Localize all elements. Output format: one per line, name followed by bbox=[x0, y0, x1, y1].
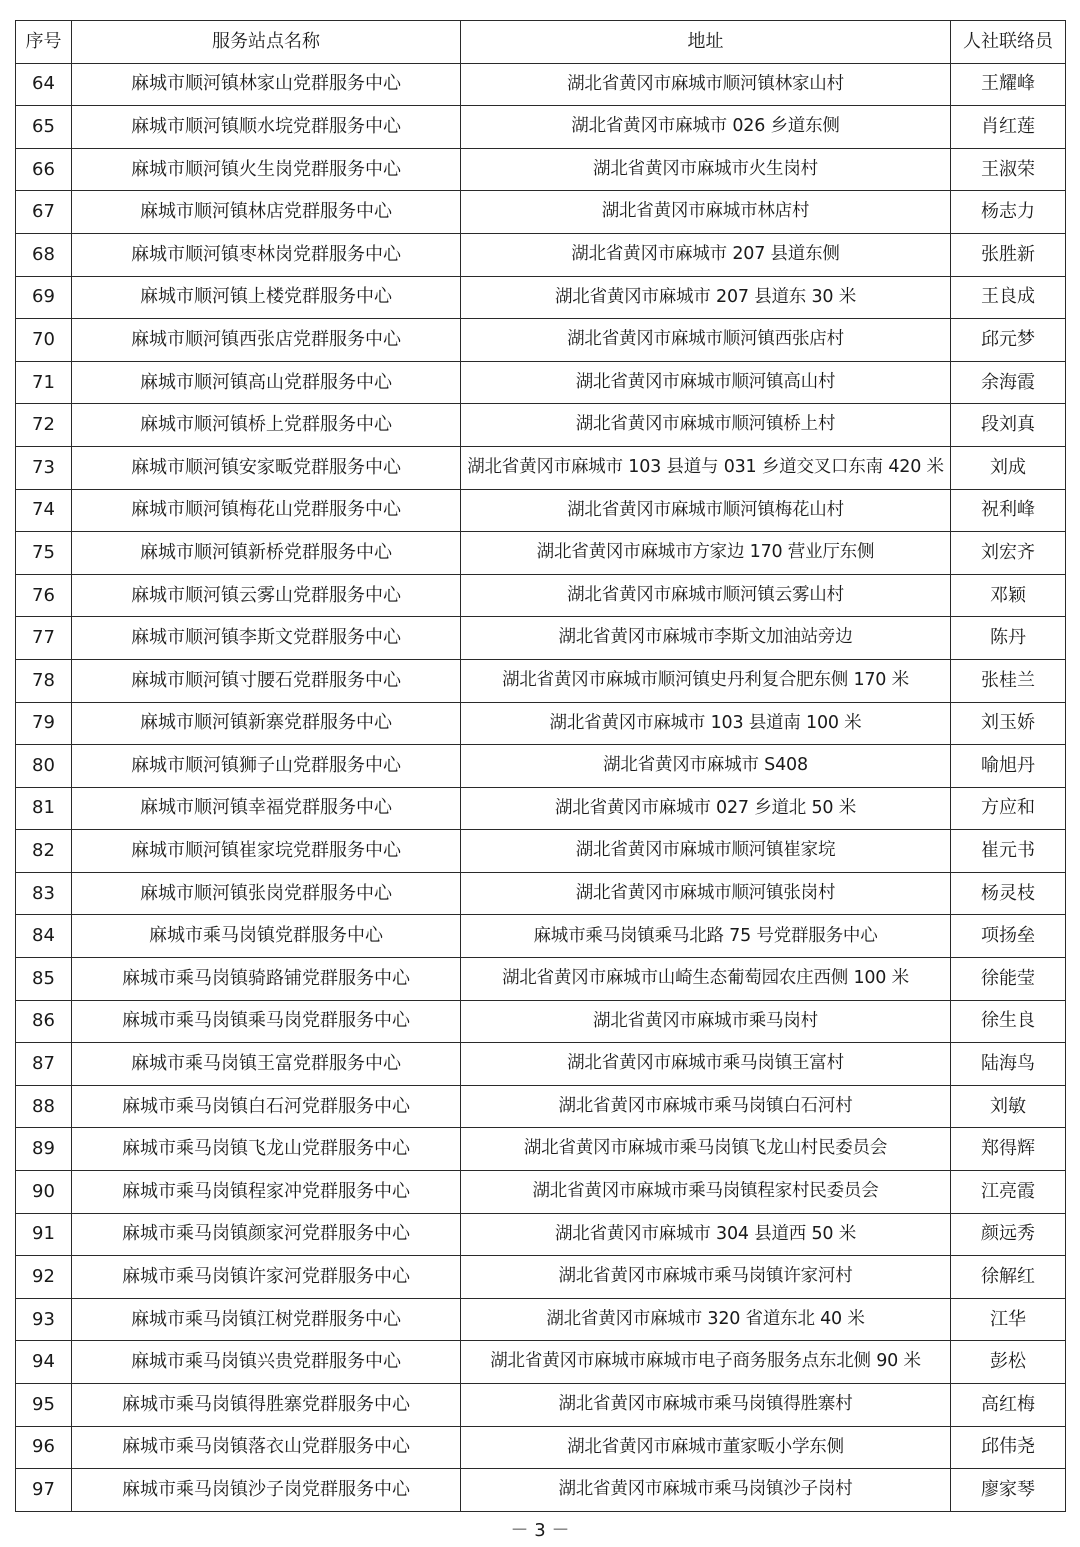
table-row bbox=[16, 148, 1066, 191]
contact-person-cell: 高红梅 bbox=[951, 1384, 1066, 1427]
station-name-cell: 麻城市顺河镇林家山党群服务中心 bbox=[72, 63, 461, 106]
address-cell: 麻城市乘马岗镇乘马北路 75 号党群服务中心 bbox=[461, 915, 951, 958]
contact-person-cell: 段刘真 bbox=[951, 404, 1066, 447]
contact-person-cell: 刘敏 bbox=[951, 1085, 1066, 1128]
address-cell: 湖北省黄冈市麻城市 304 县道西 50 米 bbox=[461, 1213, 951, 1256]
table-row bbox=[16, 830, 1066, 873]
station-name-cell: 麻城市乘马岗镇飞龙山党群服务中心 bbox=[72, 1128, 461, 1171]
table-row bbox=[16, 787, 1066, 830]
table-row bbox=[16, 1256, 1066, 1299]
header-contact-person: 人社联络员 bbox=[951, 21, 1066, 64]
station-name-cell: 麻城市顺河镇崔家垸党群服务中心 bbox=[72, 830, 461, 873]
serial-number-cell: 83 bbox=[16, 872, 72, 915]
contact-person-cell: 张胜新 bbox=[951, 233, 1066, 276]
contact-person-cell: 邱伟尧 bbox=[951, 1426, 1066, 1469]
serial-number-cell: 92 bbox=[16, 1256, 72, 1299]
contact-person-cell: 余海霞 bbox=[951, 361, 1066, 404]
contact-person-cell: 项扬垒 bbox=[951, 915, 1066, 958]
serial-number-cell: 96 bbox=[16, 1426, 72, 1469]
station-name-cell: 麻城市顺河镇上楼党群服务中心 bbox=[72, 276, 461, 319]
contact-person-cell: 邓颖 bbox=[951, 574, 1066, 617]
station-name-cell: 麻城市乘马岗镇颜家河党群服务中心 bbox=[72, 1213, 461, 1256]
contact-person-cell: 祝利峰 bbox=[951, 489, 1066, 532]
table-row bbox=[16, 1213, 1066, 1256]
serial-number-cell: 85 bbox=[16, 958, 72, 1001]
serial-number-cell: 72 bbox=[16, 404, 72, 447]
serial-number-cell: 73 bbox=[16, 446, 72, 489]
station-name-cell: 麻城市顺河镇寸腰石党群服务中心 bbox=[72, 659, 461, 702]
address-cell: 湖北省黄冈市麻城市山崎生态葡萄园农庄西侧 100 米 bbox=[461, 958, 951, 1001]
address-cell: 湖北省黄冈市麻城市乘马岗村 bbox=[461, 1000, 951, 1043]
contact-person-cell: 喻旭丹 bbox=[951, 745, 1066, 788]
address-cell: 湖北省黄冈市麻城市 320 省道东北 40 米 bbox=[461, 1298, 951, 1341]
serial-number-cell: 95 bbox=[16, 1384, 72, 1427]
table-row bbox=[16, 276, 1066, 319]
address-cell: 湖北省黄冈市麻城市 027 乡道北 50 米 bbox=[461, 787, 951, 830]
contact-person-cell: 崔元书 bbox=[951, 830, 1066, 873]
table-row bbox=[16, 617, 1066, 660]
station-name-cell: 麻城市乘马岗镇乘马岗党群服务中心 bbox=[72, 1000, 461, 1043]
address-cell: 湖北省黄冈市麻城市 S408 bbox=[461, 745, 951, 788]
address-cell: 湖北省黄冈市麻城市顺河镇崔家垸 bbox=[461, 830, 951, 873]
station-name-cell: 麻城市顺河镇枣林岗党群服务中心 bbox=[72, 233, 461, 276]
table-row bbox=[16, 361, 1066, 404]
address-cell: 湖北省黄冈市麻城市顺河镇张岗村 bbox=[461, 872, 951, 915]
table-row bbox=[16, 1298, 1066, 1341]
station-name-cell: 麻城市乘马岗镇王富党群服务中心 bbox=[72, 1043, 461, 1086]
table-row bbox=[16, 532, 1066, 575]
table-row bbox=[16, 446, 1066, 489]
service-station-table bbox=[15, 20, 1066, 1512]
address-cell: 湖北省黄冈市麻城市林店村 bbox=[461, 191, 951, 234]
table-row bbox=[16, 1171, 1066, 1214]
table-row bbox=[16, 872, 1066, 915]
station-name-cell: 麻城市乘马岗镇兴贵党群服务中心 bbox=[72, 1341, 461, 1384]
page-number: － 3 － bbox=[510, 1520, 570, 1541]
contact-person-cell: 郑得辉 bbox=[951, 1128, 1066, 1171]
table-row bbox=[16, 1384, 1066, 1427]
serial-number-cell: 79 bbox=[16, 702, 72, 745]
contact-person-cell: 方应和 bbox=[951, 787, 1066, 830]
address-cell: 湖北省黄冈市麻城市顺河镇梅花山村 bbox=[461, 489, 951, 532]
contact-person-cell: 邱元梦 bbox=[951, 319, 1066, 362]
contact-person-cell: 徐能莹 bbox=[951, 958, 1066, 1001]
table-body bbox=[16, 63, 1066, 1511]
address-cell: 湖北省黄冈市麻城市顺河镇史丹利复合肥东侧 170 米 bbox=[461, 659, 951, 702]
serial-number-cell: 75 bbox=[16, 532, 72, 575]
address-cell: 湖北省黄冈市麻城市乘马岗镇王富村 bbox=[461, 1043, 951, 1086]
contact-person-cell: 杨志力 bbox=[951, 191, 1066, 234]
address-cell: 湖北省黄冈市麻城市顺河镇西张店村 bbox=[461, 319, 951, 362]
address-cell: 湖北省黄冈市麻城市麻城市电子商务服务点东北侧 90 米 bbox=[461, 1341, 951, 1384]
serial-number-cell: 91 bbox=[16, 1213, 72, 1256]
station-name-cell: 麻城市顺河镇林店党群服务中心 bbox=[72, 191, 461, 234]
serial-number-cell: 93 bbox=[16, 1298, 72, 1341]
table-row bbox=[16, 404, 1066, 447]
table-row bbox=[16, 489, 1066, 532]
address-cell: 湖北省黄冈市麻城市乘马岗镇许家河村 bbox=[461, 1256, 951, 1299]
table-row bbox=[16, 106, 1066, 149]
station-name-cell: 麻城市乘马岗镇程家冲党群服务中心 bbox=[72, 1171, 461, 1214]
serial-number-cell: 90 bbox=[16, 1171, 72, 1214]
address-cell: 湖北省黄冈市麻城市 207 县道东 30 米 bbox=[461, 276, 951, 319]
contact-person-cell: 彭松 bbox=[951, 1341, 1066, 1384]
station-name-cell: 麻城市顺河镇新寨党群服务中心 bbox=[72, 702, 461, 745]
address-cell: 湖北省黄冈市麻城市顺河镇高山村 bbox=[461, 361, 951, 404]
contact-person-cell: 刘宏齐 bbox=[951, 532, 1066, 575]
station-name-cell: 麻城市顺河镇张岗党群服务中心 bbox=[72, 872, 461, 915]
station-name-cell: 麻城市顺河镇桥上党群服务中心 bbox=[72, 404, 461, 447]
table-row bbox=[16, 1085, 1066, 1128]
station-name-cell: 麻城市乘马岗镇党群服务中心 bbox=[72, 915, 461, 958]
serial-number-cell: 64 bbox=[16, 63, 72, 106]
table-row bbox=[16, 1469, 1066, 1512]
table-row bbox=[16, 1128, 1066, 1171]
serial-number-cell: 94 bbox=[16, 1341, 72, 1384]
address-cell: 湖北省黄冈市麻城市乘马岗镇得胜寨村 bbox=[461, 1384, 951, 1427]
serial-number-cell: 69 bbox=[16, 276, 72, 319]
address-cell: 湖北省黄冈市麻城市顺河镇桥上村 bbox=[461, 404, 951, 447]
serial-number-cell: 66 bbox=[16, 148, 72, 191]
station-name-cell: 麻城市顺河镇云雾山党群服务中心 bbox=[72, 574, 461, 617]
contact-person-cell: 颜远秀 bbox=[951, 1213, 1066, 1256]
serial-number-cell: 86 bbox=[16, 1000, 72, 1043]
station-name-cell: 麻城市顺河镇梅花山党群服务中心 bbox=[72, 489, 461, 532]
table-row bbox=[16, 659, 1066, 702]
station-name-cell: 麻城市顺河镇李斯文党群服务中心 bbox=[72, 617, 461, 660]
station-name-cell: 麻城市乘马岗镇骑路铺党群服务中心 bbox=[72, 958, 461, 1001]
header-address: 地址 bbox=[461, 21, 951, 64]
contact-person-cell: 杨灵枝 bbox=[951, 872, 1066, 915]
contact-person-cell: 刘成 bbox=[951, 446, 1066, 489]
serial-number-cell: 82 bbox=[16, 830, 72, 873]
serial-number-cell: 70 bbox=[16, 319, 72, 362]
table-row bbox=[16, 1043, 1066, 1086]
station-name-cell: 麻城市乘马岗镇江树党群服务中心 bbox=[72, 1298, 461, 1341]
table-row bbox=[16, 319, 1066, 362]
serial-number-cell: 71 bbox=[16, 361, 72, 404]
station-name-cell: 麻城市顺河镇火生岗党群服务中心 bbox=[72, 148, 461, 191]
table-row bbox=[16, 233, 1066, 276]
station-name-cell: 麻城市顺河镇幸福党群服务中心 bbox=[72, 787, 461, 830]
address-cell: 湖北省黄冈市麻城市顺河镇林家山村 bbox=[461, 63, 951, 106]
contact-person-cell: 徐解红 bbox=[951, 1256, 1066, 1299]
address-cell: 湖北省黄冈市麻城市 103 县道与 031 乡道交叉口东南 420 米 bbox=[461, 446, 951, 489]
station-name-cell: 麻城市顺河镇高山党群服务中心 bbox=[72, 361, 461, 404]
serial-number-cell: 78 bbox=[16, 659, 72, 702]
serial-number-cell: 88 bbox=[16, 1085, 72, 1128]
contact-person-cell: 陈丹 bbox=[951, 617, 1066, 660]
station-name-cell: 麻城市顺河镇顺水垸党群服务中心 bbox=[72, 106, 461, 149]
contact-person-cell: 江华 bbox=[951, 1298, 1066, 1341]
address-cell: 湖北省黄冈市麻城市李斯文加油站旁边 bbox=[461, 617, 951, 660]
station-name-cell: 麻城市顺河镇安家畈党群服务中心 bbox=[72, 446, 461, 489]
table-header-row bbox=[16, 21, 1066, 64]
contact-person-cell: 江亮霞 bbox=[951, 1171, 1066, 1214]
table-row bbox=[16, 745, 1066, 788]
contact-person-cell: 徐生良 bbox=[951, 1000, 1066, 1043]
station-name-cell: 麻城市顺河镇狮子山党群服务中心 bbox=[72, 745, 461, 788]
address-cell: 湖北省黄冈市麻城市 207 县道东侧 bbox=[461, 233, 951, 276]
contact-person-cell: 廖家琴 bbox=[951, 1469, 1066, 1512]
serial-number-cell: 74 bbox=[16, 489, 72, 532]
address-cell: 湖北省黄冈市麻城市方家边 170 营业厅东侧 bbox=[461, 532, 951, 575]
serial-number-cell: 80 bbox=[16, 745, 72, 788]
serial-number-cell: 68 bbox=[16, 233, 72, 276]
serial-number-cell: 84 bbox=[16, 915, 72, 958]
table-row bbox=[16, 1426, 1066, 1469]
serial-number-cell: 87 bbox=[16, 1043, 72, 1086]
contact-person-cell: 陆海鸟 bbox=[951, 1043, 1066, 1086]
table-row bbox=[16, 1341, 1066, 1384]
table-row bbox=[16, 574, 1066, 617]
table-row bbox=[16, 915, 1066, 958]
table-row bbox=[16, 958, 1066, 1001]
table-row bbox=[16, 191, 1066, 234]
station-name-cell: 麻城市顺河镇新桥党群服务中心 bbox=[72, 532, 461, 575]
address-cell: 湖北省黄冈市麻城市乘马岗镇沙子岗村 bbox=[461, 1469, 951, 1512]
contact-person-cell: 王良成 bbox=[951, 276, 1066, 319]
station-name-cell: 麻城市顺河镇西张店党群服务中心 bbox=[72, 319, 461, 362]
contact-person-cell: 王耀峰 bbox=[951, 63, 1066, 106]
table-row bbox=[16, 1000, 1066, 1043]
serial-number-cell: 67 bbox=[16, 191, 72, 234]
address-cell: 湖北省黄冈市麻城市火生岗村 bbox=[461, 148, 951, 191]
address-cell: 湖北省黄冈市麻城市乘马岗镇白石河村 bbox=[461, 1085, 951, 1128]
serial-number-cell: 81 bbox=[16, 787, 72, 830]
serial-number-cell: 65 bbox=[16, 106, 72, 149]
station-name-cell: 麻城市乘马岗镇落衣山党群服务中心 bbox=[72, 1426, 461, 1469]
contact-person-cell: 王淑荣 bbox=[951, 148, 1066, 191]
header-station-name: 服务站点名称 bbox=[72, 21, 461, 64]
address-cell: 湖北省黄冈市麻城市 026 乡道东侧 bbox=[461, 106, 951, 149]
contact-person-cell: 张桂兰 bbox=[951, 659, 1066, 702]
station-name-cell: 麻城市乘马岗镇得胜寨党群服务中心 bbox=[72, 1384, 461, 1427]
serial-number-cell: 76 bbox=[16, 574, 72, 617]
address-cell: 湖北省黄冈市麻城市董家畈小学东侧 bbox=[461, 1426, 951, 1469]
table-row bbox=[16, 702, 1066, 745]
address-cell: 湖北省黄冈市麻城市顺河镇云雾山村 bbox=[461, 574, 951, 617]
address-cell: 湖北省黄冈市麻城市乘马岗镇飞龙山村民委员会 bbox=[461, 1128, 951, 1171]
table-row bbox=[16, 63, 1066, 106]
address-cell: 湖北省黄冈市麻城市乘马岗镇程家村民委员会 bbox=[461, 1171, 951, 1214]
station-name-cell: 麻城市乘马岗镇沙子岗党群服务中心 bbox=[72, 1469, 461, 1512]
serial-number-cell: 97 bbox=[16, 1469, 72, 1512]
address-cell: 湖北省黄冈市麻城市 103 县道南 100 米 bbox=[461, 702, 951, 745]
station-name-cell: 麻城市乘马岗镇白石河党群服务中心 bbox=[72, 1085, 461, 1128]
serial-number-cell: 77 bbox=[16, 617, 72, 660]
header-serial-number: 序号 bbox=[16, 21, 72, 64]
contact-person-cell: 刘玉娇 bbox=[951, 702, 1066, 745]
station-name-cell: 麻城市乘马岗镇许家河党群服务中心 bbox=[72, 1256, 461, 1299]
contact-person-cell: 肖红莲 bbox=[951, 106, 1066, 149]
serial-number-cell: 89 bbox=[16, 1128, 72, 1171]
